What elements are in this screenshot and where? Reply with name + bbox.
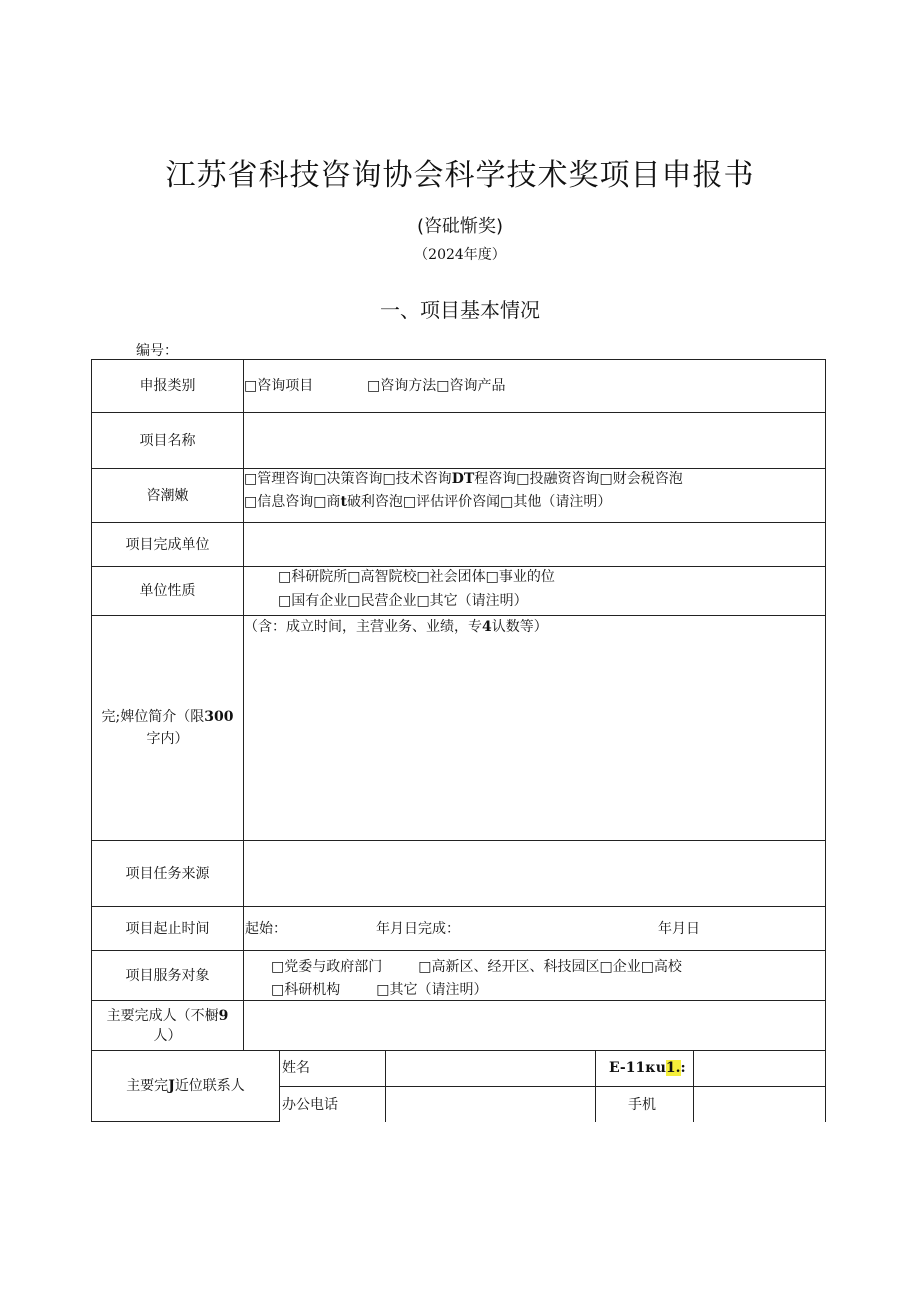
unit-intro-hint-c: 认数等） bbox=[491, 619, 548, 635]
consult-type-line-2[interactable] bbox=[244, 491, 611, 513]
contact-office-phone-field[interactable] bbox=[386, 1087, 595, 1121]
project-name-field[interactable] bbox=[244, 413, 825, 468]
contact-email-label-a: E-11κu bbox=[609, 1060, 666, 1076]
contact-person-label-b: J bbox=[168, 1078, 175, 1094]
contact-mobile-label: 手机 bbox=[628, 1097, 656, 1113]
consult-type-line-1-a: □管理咨询□决策咨询□技术咨询 bbox=[244, 471, 452, 487]
completing-unit-label: 项目完成单位 bbox=[125, 536, 210, 553]
category-option-method-product[interactable]: □咨询方法□咨询产品 bbox=[367, 378, 506, 394]
serial-number-label: 编号： bbox=[136, 343, 178, 359]
consult-type-line-1-c: 程咨询□投融资咨询□财会税咨泡 bbox=[474, 471, 683, 487]
period-end-label: 年月日 bbox=[658, 921, 700, 937]
document-title: 江苏省科技咨询协会科学技术奖项目申报书 bbox=[165, 158, 755, 193]
contact-name-label: 姓名 bbox=[282, 1060, 310, 1076]
task-source-field[interactable] bbox=[244, 841, 825, 906]
task-source-label: 项目任务来源 bbox=[125, 865, 210, 882]
consult-type-line-2-c: 破利咨泡□评估评价咨闻□其他（请注明） bbox=[346, 494, 612, 510]
service-option-research: □科研机构 bbox=[271, 982, 341, 998]
unit-intro-hint-a: （含：成立时间，主营业务、业绩，专 bbox=[244, 619, 482, 635]
award-subtitle: (咨砒惭奖) bbox=[416, 216, 504, 237]
project-period-label: 项目起止时间 bbox=[125, 920, 210, 937]
contact-person-label-c: 近位联系人 bbox=[174, 1078, 245, 1094]
main-contributors-label-a: 主要完成人（不橱 bbox=[106, 1007, 219, 1024]
unit-intro-label bbox=[92, 616, 243, 840]
service-option-party-gov: □党委与政府部门 bbox=[271, 959, 383, 975]
category-option-project[interactable]: □咨询项目 bbox=[244, 378, 314, 394]
main-contributors-label bbox=[92, 1001, 243, 1050]
unit-intro-field[interactable] bbox=[244, 640, 825, 840]
category-label: 申报类别 bbox=[139, 378, 196, 394]
unit-nature-label: 单位性质 bbox=[139, 583, 196, 599]
consult-type-label: 咨潮嫩 bbox=[146, 487, 189, 504]
consult-type-line-1-b: DT bbox=[451, 471, 475, 487]
period-middle-label: 年月日完成： bbox=[376, 921, 460, 937]
consult-type-line-1[interactable] bbox=[244, 468, 683, 490]
service-option-zones-enterprise: □高新区、经开区、科技园区□企业□高校 bbox=[418, 959, 682, 975]
consult-type-line-2-b: t bbox=[340, 494, 347, 510]
main-contributors-label-b: 9 bbox=[218, 1007, 229, 1024]
period-start-label: 起始： bbox=[245, 921, 287, 937]
consult-type-line-2-a: □信息咨询□商 bbox=[244, 494, 341, 510]
unit-intro-label-b: 300 bbox=[204, 709, 234, 725]
contact-person-label bbox=[92, 1051, 279, 1121]
contact-office-phone-label: 办公电话 bbox=[282, 1097, 338, 1113]
service-target-line-2[interactable] bbox=[271, 979, 487, 1001]
unit-intro-label-c: 字内） bbox=[146, 731, 189, 747]
contact-name-field[interactable] bbox=[386, 1051, 595, 1086]
service-target-label: 项目服务对象 bbox=[125, 967, 210, 984]
year-label: （2024年度） bbox=[414, 247, 506, 263]
unit-intro-label-a: 完;婢位简介（限 bbox=[101, 709, 205, 725]
contact-person-label-a: 主要完 bbox=[126, 1078, 169, 1094]
unit-nature-line-1[interactable]: □科研院所□高智院校□社会团体□事业的位 bbox=[278, 569, 555, 585]
unit-intro-hint-b: 4 bbox=[482, 619, 492, 635]
contact-mobile-field[interactable] bbox=[694, 1087, 825, 1121]
service-option-other: □其它（请注明） bbox=[376, 982, 488, 998]
project-name-label: 项目名称 bbox=[139, 432, 196, 449]
completing-unit-field[interactable] bbox=[244, 523, 825, 566]
main-contributors-field[interactable] bbox=[244, 1001, 825, 1050]
contact-email-field[interactable] bbox=[694, 1051, 825, 1086]
unit-intro-hint bbox=[244, 616, 548, 638]
contact-email-label-c: : bbox=[680, 1060, 686, 1076]
contact-email-label-b: 1. bbox=[665, 1060, 681, 1076]
section-heading: 一、项目基本情况 bbox=[380, 298, 540, 322]
contact-email-label bbox=[609, 1057, 686, 1079]
unit-nature-line-2[interactable]: □国有企业□民营企业□其它（请注明） bbox=[278, 593, 528, 609]
main-contributors-label-c: 人） bbox=[153, 1027, 182, 1044]
service-target-line-1[interactable] bbox=[271, 956, 682, 978]
